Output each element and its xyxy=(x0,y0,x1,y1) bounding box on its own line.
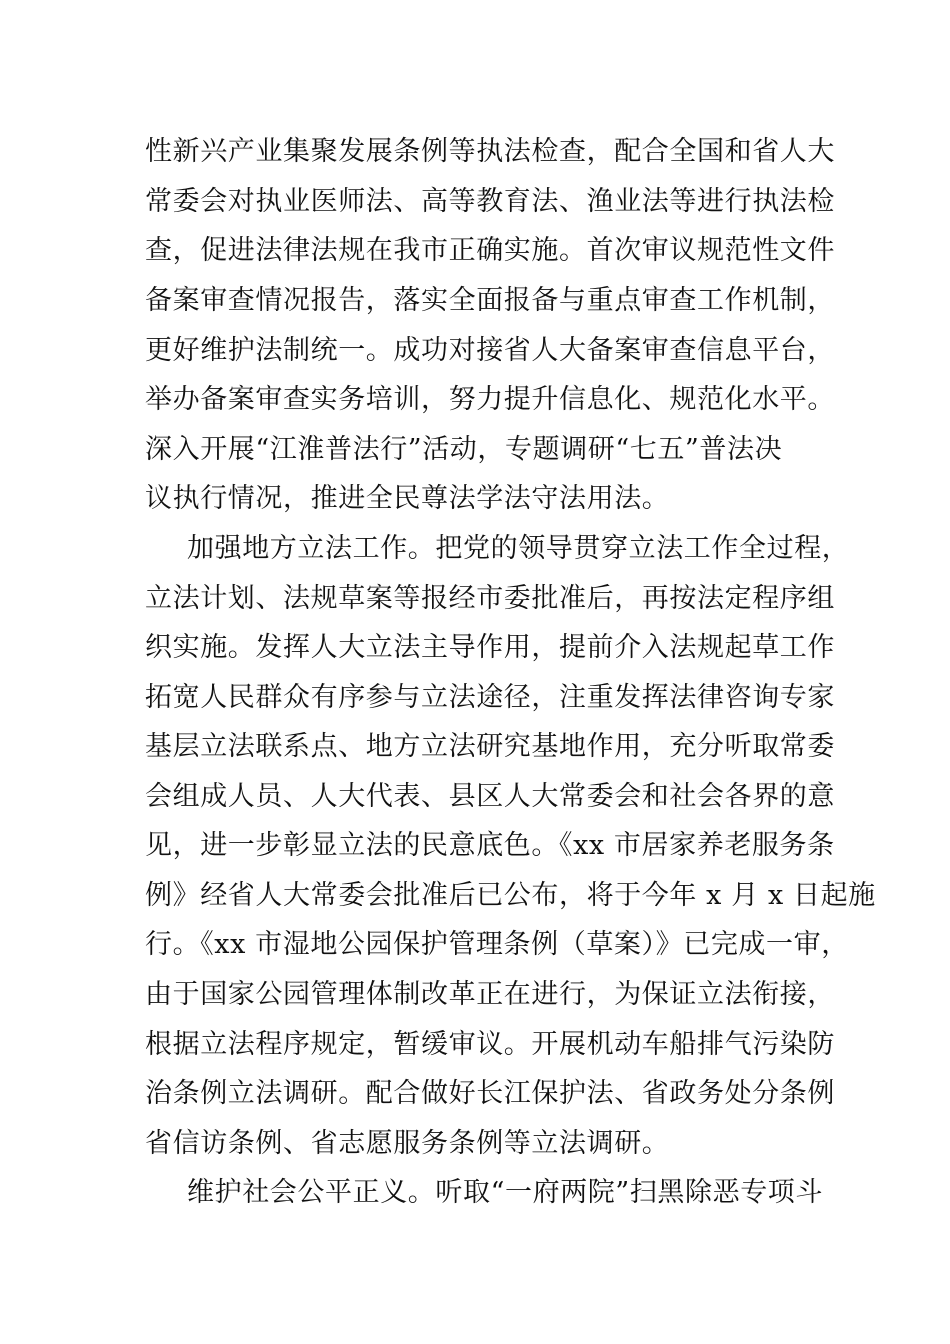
text-line: 行。《xx 市湿地公园保护管理条例（草案）》已完成一审， xyxy=(145,929,849,960)
text-line: 拓宽人民群众有序参与立法途径，注重发挥法律咨询专家 xyxy=(145,682,835,713)
text-line: 例》经省人大常委会批准后已公布，将于今年 x 月 x 日起施 xyxy=(145,880,876,911)
text-line: 议执行情况，推进全民尊法学法守法用法。 xyxy=(145,483,670,514)
text-line: 性新兴产业集聚发展条例等执法检查，配合全国和省人大 xyxy=(145,136,835,167)
text-line: 常委会对执业医师法、高等教育法、渔业法等进行执法检 xyxy=(145,186,835,217)
paragraph-first-line: 加强地方立法工作。把党的领导贯穿立法工作全过程， xyxy=(187,533,850,564)
text-line: 深入开展“江淮普法行”活动，专题调研“七五”普法决 xyxy=(145,434,783,465)
text-line: 会组成人员、人大代表、县区人大常委会和社会各界的意 xyxy=(145,781,835,812)
text-line: 查，促进法律法规在我市正确实施。首次审议规范性文件 xyxy=(145,235,835,266)
text-line: 由于国家公园管理体制改革正在进行，为保证立法衔接， xyxy=(145,979,835,1010)
text-line: 见，进一步彰显立法的民意底色。《xx 市居家养老服务条 xyxy=(145,830,835,861)
text-line: 织实施。发挥人大立法主导作用，提前介入法规起草工作 xyxy=(145,632,835,663)
text-line: 省信访条例、省志愿服务条例等立法调研。 xyxy=(145,1128,670,1159)
paragraph-first-line: 维护社会公平正义。听取“一府两院”扫黑除恶专项斗 xyxy=(187,1177,824,1208)
text-line: 更好维护法制统一。成功对接省人大备案审查信息平台， xyxy=(145,335,835,366)
text-line: 备案审查情况报告，落实全面报备与重点审查工作机制， xyxy=(145,285,835,316)
text-line: 根据立法程序规定，暂缓审议。开展机动车船排气污染防 xyxy=(145,1029,835,1060)
text-line: 立法计划、法规草案等报经市委批准后，再按法定程序组 xyxy=(145,583,835,614)
text-line: 治条例立法调研。配合做好长江保护法、省政务处分条例 xyxy=(145,1078,835,1109)
text-line: 基层立法联系点、地方立法研究基地作用，充分听取常委 xyxy=(145,731,835,762)
text-line: 举办备案审查实务培训，努力提升信息化、规范化水平。 xyxy=(145,384,835,415)
